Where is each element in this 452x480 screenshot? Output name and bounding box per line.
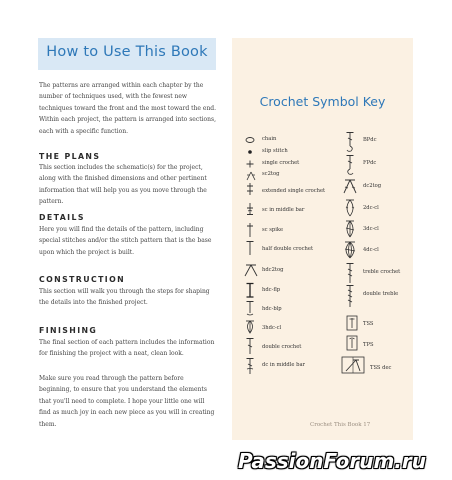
tps-icon xyxy=(346,335,358,351)
single-crochet-plus-icon xyxy=(245,159,255,169)
slip-stitch-dot-icon xyxy=(245,148,255,156)
3dc-cl-icon xyxy=(344,219,356,239)
label-hdc-blp: hdc-blp xyxy=(262,306,282,312)
fpdc-icon xyxy=(344,154,356,176)
symbol-key-panel xyxy=(232,38,413,440)
label-hdc-flp: hdc-flp xyxy=(262,287,281,293)
sc-spike-icon xyxy=(245,222,255,238)
label-slip-stitch: slip stitch xyxy=(262,148,288,154)
label-3dc-cl: 3dc-cl xyxy=(363,226,379,232)
bpdc-icon xyxy=(344,131,356,153)
page-title: How to Use This Book xyxy=(46,44,208,60)
label-3hdc-cl: 3hdc-cl xyxy=(262,325,282,331)
text-details: Here you will find the details of the pattern, including special stitches and/or the stitch pattern that is the base upon which the project is built. xyxy=(39,226,212,256)
2dc-cl-icon xyxy=(344,198,356,218)
label-tss-dec: TSS dec xyxy=(370,365,392,371)
sc-middle-bar-icon xyxy=(245,202,255,216)
heading-construction: CONSTRUCTION xyxy=(39,275,126,284)
closing-paragraph: Make sure you read through the pattern before beginning, to ensure that you understand the elements that you'll need to complete. I hope your little one will find as much joy in each new piece as you will in creating them. xyxy=(39,375,215,428)
treble-crochet-icon xyxy=(344,262,356,284)
label-extended-single-crochet: extended single crochet xyxy=(262,188,326,194)
heading-finishing: FINISHING xyxy=(39,326,98,335)
label-tps: TPS xyxy=(363,342,374,348)
label-dc-middle-bar: dc in middle bar xyxy=(262,362,306,368)
label-single-crochet: single crochet xyxy=(262,160,300,166)
label-dc2tog: dc2tog xyxy=(363,183,382,189)
label-treble-crochet: treble crochet xyxy=(363,269,401,275)
chain-oval-icon xyxy=(245,136,255,144)
label-hdc2tog: hdc2tog xyxy=(262,267,284,273)
label-half-double-crochet: half double crochet xyxy=(262,246,314,252)
label-sc2tog: sc2tog xyxy=(262,171,280,177)
heading-the-plans: THE PLANS xyxy=(39,152,101,161)
label-sc-spike: sc spike xyxy=(262,227,284,233)
label-sc-middle-bar: sc in middle bar xyxy=(262,207,305,213)
title-bar xyxy=(38,38,216,70)
half-double-crochet-icon xyxy=(245,240,255,256)
heading-details: DETAILS xyxy=(39,213,85,222)
label-4dc-cl: 4dc-cl xyxy=(363,247,379,253)
text-construction: This section will walk you through the steps for shaping the details into the finished project. xyxy=(39,288,210,307)
hdc-flp-icon xyxy=(245,282,255,298)
double-treble-icon xyxy=(344,284,356,308)
label-double-treble: double treble xyxy=(363,291,399,297)
label-fpdc: FPdc xyxy=(363,160,377,166)
text-finishing: The final section of each pattern includes the information for finishing the project with a neat, clean look. xyxy=(39,339,215,358)
text-the-plans: This section includes the schematic(s) for the project, along with the finished dimensions and other pertinent information that will help you as you move through the pattern. xyxy=(39,164,207,206)
label-bpdc: BPdc xyxy=(363,137,377,143)
sc2tog-icon xyxy=(245,171,257,181)
dc2tog-icon xyxy=(342,178,358,194)
label-chain: chain xyxy=(262,136,277,142)
tss-icon xyxy=(346,315,358,331)
4dc-cl-icon xyxy=(343,240,357,260)
hdc2tog-icon xyxy=(243,263,259,277)
label-2dc-cl: 2dc-cl xyxy=(363,205,379,211)
extended-single-crochet-icon xyxy=(245,182,255,196)
label-tss: TSS xyxy=(363,321,374,327)
symbol-key-title: Crochet Symbol Key xyxy=(259,94,386,109)
page-folio: Crochet This Book 17 xyxy=(310,422,371,428)
intro-paragraph: The patterns are arranged within each chapter by the number of techniques used, with the fewest new techniques toward the front and the most toward the end. Within each project, the pattern is arranged into sections, each with a specific function. xyxy=(39,82,217,135)
tss-dec-icon xyxy=(341,356,365,374)
watermark: PassionForum.ru xyxy=(237,449,426,473)
label-double-crochet: double crochet xyxy=(262,344,302,350)
double-crochet-icon xyxy=(245,337,255,355)
3hdc-cl-icon xyxy=(244,319,256,335)
hdc-blp-icon xyxy=(245,300,255,316)
dc-middle-bar-icon xyxy=(245,357,255,375)
